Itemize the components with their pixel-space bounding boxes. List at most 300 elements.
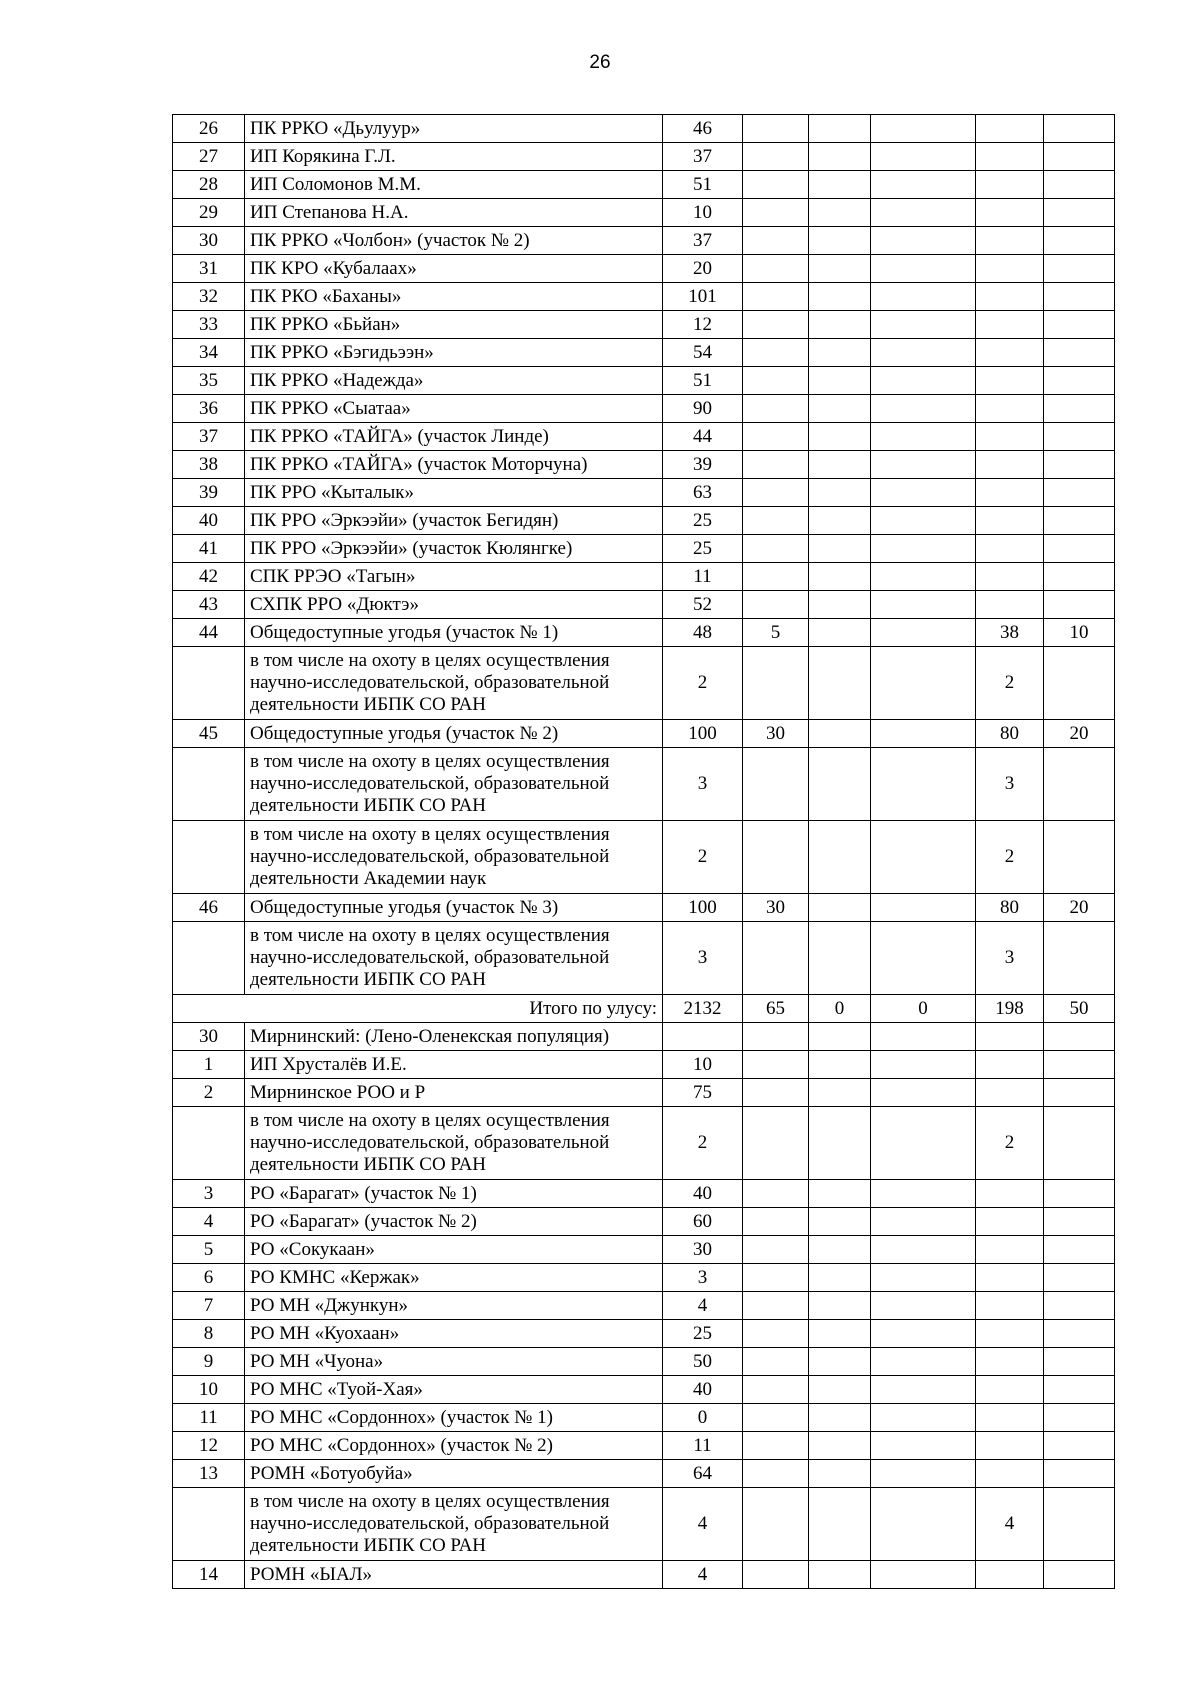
value-cell: [976, 171, 1044, 199]
value-cell: [871, 647, 976, 720]
value-cell: [976, 255, 1044, 283]
value-cell: 4: [976, 1488, 1044, 1561]
row-number: 38: [173, 451, 245, 479]
value-cell: [1044, 1488, 1115, 1561]
value-cell: [809, 1432, 871, 1460]
value-cell: [871, 535, 976, 563]
row-name: РО МН «Джункун»: [245, 1292, 663, 1320]
value-cell: [743, 171, 809, 199]
value-cell: [809, 395, 871, 423]
row-name: РО «Сокукаан»: [245, 1236, 663, 1264]
value-cell: [871, 1107, 976, 1180]
value-cell: [871, 507, 976, 535]
value-cell: 39: [663, 451, 743, 479]
row-number: 26: [173, 115, 245, 143]
row-name: в том числе на охоту в целях осуществления научно-исследовательской, образовательной деятельности ИБПК СО РАН: [245, 748, 663, 821]
value-cell: [743, 1320, 809, 1348]
row-number: 28: [173, 171, 245, 199]
value-cell: [1044, 479, 1115, 507]
value-cell: [809, 922, 871, 995]
row-number: 29: [173, 199, 245, 227]
value-cell: 2: [976, 647, 1044, 720]
value-cell: [809, 1348, 871, 1376]
table-row: [173, 1376, 1115, 1404]
value-cell: [743, 1236, 809, 1264]
value-cell: [871, 1432, 976, 1460]
row-name: ПК РРО «Эркээйи» (участок Бегидян): [245, 507, 663, 535]
value-cell: [1044, 395, 1115, 423]
value-cell: 46: [663, 115, 743, 143]
value-cell: [1044, 1208, 1115, 1236]
value-cell: 40: [663, 1376, 743, 1404]
value-cell: [871, 339, 976, 367]
value-cell: 25: [663, 507, 743, 535]
row-name: ИП Корякина Г.Л.: [245, 143, 663, 171]
row-number: 14: [173, 1561, 245, 1589]
value-cell: 10: [663, 1051, 743, 1079]
table-row: [173, 1292, 1115, 1320]
value-cell: [871, 227, 976, 255]
value-cell: [976, 423, 1044, 451]
value-cell: [743, 311, 809, 339]
row-name: ПК РРКО «Чолбон» (участок № 2): [245, 227, 663, 255]
value-cell: [743, 1460, 809, 1488]
value-cell: 198: [976, 995, 1044, 1023]
value-cell: [809, 1180, 871, 1208]
value-cell: [871, 1208, 976, 1236]
value-cell: [871, 894, 976, 922]
value-cell: 30: [663, 1236, 743, 1264]
value-cell: [1044, 821, 1115, 894]
value-cell: [1044, 1320, 1115, 1348]
value-cell: [871, 1561, 976, 1589]
value-cell: [809, 591, 871, 619]
value-cell: 100: [663, 894, 743, 922]
value-cell: 75: [663, 1079, 743, 1107]
value-cell: 37: [663, 227, 743, 255]
table-row: [173, 423, 1115, 451]
row-name: ПК РРКО «Дьулуур»: [245, 115, 663, 143]
value-cell: [976, 1023, 1044, 1051]
value-cell: [871, 1292, 976, 1320]
value-cell: [976, 1264, 1044, 1292]
value-cell: [871, 563, 976, 591]
value-cell: [1044, 1561, 1115, 1589]
value-cell: 3: [976, 748, 1044, 821]
value-cell: [809, 423, 871, 451]
value-cell: [871, 1023, 976, 1051]
value-cell: [1044, 1051, 1115, 1079]
row-number: 30: [173, 227, 245, 255]
value-cell: [871, 311, 976, 339]
value-cell: 5: [743, 619, 809, 647]
value-cell: [743, 1180, 809, 1208]
row-name: в том числе на охоту в целях осуществления научно-исследовательской, образовательной деятельности ИБПК СО РАН: [245, 922, 663, 995]
row-number: 44: [173, 619, 245, 647]
value-cell: [809, 1051, 871, 1079]
value-cell: [1044, 227, 1115, 255]
table-row: [173, 1079, 1115, 1107]
total-label: Итого по улусу:: [173, 995, 663, 1023]
value-cell: [871, 171, 976, 199]
value-cell: [1044, 1348, 1115, 1376]
value-cell: 50: [1044, 995, 1115, 1023]
table-row: [173, 115, 1115, 143]
value-cell: [976, 1376, 1044, 1404]
table-row: [173, 227, 1115, 255]
value-cell: [743, 339, 809, 367]
value-cell: [1044, 255, 1115, 283]
row-number: 4: [173, 1208, 245, 1236]
value-cell: [871, 821, 976, 894]
row-number: 2: [173, 1079, 245, 1107]
value-cell: [809, 821, 871, 894]
value-cell: 0: [871, 995, 976, 1023]
value-cell: [809, 255, 871, 283]
total-row: [173, 995, 1115, 1023]
value-cell: [809, 1488, 871, 1561]
row-name: ПК РРКО «ТАЙГА» (участок Линде): [245, 423, 663, 451]
value-cell: [743, 1376, 809, 1404]
sub-row: [173, 748, 1115, 821]
value-cell: [976, 1208, 1044, 1236]
value-cell: [743, 227, 809, 255]
value-cell: [809, 1236, 871, 1264]
value-cell: [976, 1079, 1044, 1107]
value-cell: [1044, 199, 1115, 227]
value-cell: 2: [976, 1107, 1044, 1180]
value-cell: [1044, 367, 1115, 395]
row-number: 12: [173, 1432, 245, 1460]
value-cell: [976, 1561, 1044, 1589]
value-cell: [809, 1023, 871, 1051]
value-cell: [1044, 171, 1115, 199]
value-cell: [871, 199, 976, 227]
value-cell: 52: [663, 591, 743, 619]
value-cell: [1044, 339, 1115, 367]
value-cell: [871, 283, 976, 311]
value-cell: [743, 451, 809, 479]
value-cell: 20: [1044, 720, 1115, 748]
value-cell: [809, 143, 871, 171]
value-cell: [743, 479, 809, 507]
row-number: [173, 748, 245, 821]
table-row: [173, 451, 1115, 479]
value-cell: 0: [809, 995, 871, 1023]
row-name: РО «Барагат» (участок № 2): [245, 1208, 663, 1236]
value-cell: [743, 1079, 809, 1107]
value-cell: [809, 199, 871, 227]
value-cell: [743, 647, 809, 720]
table-row: [173, 1264, 1115, 1292]
table-row: [173, 507, 1115, 535]
value-cell: [809, 1292, 871, 1320]
row-number: 6: [173, 1264, 245, 1292]
value-cell: [809, 283, 871, 311]
value-cell: [809, 171, 871, 199]
quota-table: [172, 114, 1115, 1589]
value-cell: [1044, 922, 1115, 995]
value-cell: [976, 1320, 1044, 1348]
sub-row: [173, 922, 1115, 995]
table-row: [173, 1432, 1115, 1460]
value-cell: [743, 563, 809, 591]
value-cell: [871, 1236, 976, 1264]
row-name: РО КМНС «Кержак»: [245, 1264, 663, 1292]
value-cell: [871, 591, 976, 619]
value-cell: [809, 339, 871, 367]
value-cell: [1044, 1292, 1115, 1320]
row-number: [173, 647, 245, 720]
table-row: [173, 171, 1115, 199]
row-name: Общедоступные угодья (участок № 3): [245, 894, 663, 922]
value-cell: 38: [976, 619, 1044, 647]
row-number: 10: [173, 1376, 245, 1404]
row-name: РО МНС «Сордоннох» (участок № 1): [245, 1404, 663, 1432]
value-cell: [743, 255, 809, 283]
row-name: ПК РРО «Эркээйи» (участок Кюлянгке): [245, 535, 663, 563]
row-name: в том числе на охоту в целях осуществления научно-исследовательской, образовательной деятельности ИБПК СО РАН: [245, 647, 663, 720]
value-cell: 2: [976, 821, 1044, 894]
value-cell: [663, 1023, 743, 1051]
sub-row: [173, 1488, 1115, 1561]
value-cell: [976, 1348, 1044, 1376]
row-name: СПК РРЭО «Тагын»: [245, 563, 663, 591]
value-cell: [871, 115, 976, 143]
value-cell: [871, 1051, 976, 1079]
value-cell: [871, 1180, 976, 1208]
value-cell: 3: [663, 1264, 743, 1292]
value-cell: 20: [1044, 894, 1115, 922]
value-cell: [809, 1561, 871, 1589]
value-cell: [809, 1320, 871, 1348]
value-cell: [1044, 115, 1115, 143]
value-cell: [1044, 283, 1115, 311]
row-name: РОМН «Ботуобуйа»: [245, 1460, 663, 1488]
value-cell: [976, 535, 1044, 563]
value-cell: [871, 1460, 976, 1488]
row-name: Общедоступные угодья (участок № 2): [245, 720, 663, 748]
row-number: [173, 1107, 245, 1180]
row-name: ПК РКО «Баханы»: [245, 283, 663, 311]
value-cell: [1044, 535, 1115, 563]
value-cell: [809, 535, 871, 563]
value-cell: [976, 227, 1044, 255]
value-cell: [743, 748, 809, 821]
row-number: [173, 1488, 245, 1561]
value-cell: [743, 367, 809, 395]
value-cell: [871, 1079, 976, 1107]
value-cell: [976, 1051, 1044, 1079]
value-cell: [871, 423, 976, 451]
row-name: ПК КРО «Кубалаах»: [245, 255, 663, 283]
value-cell: [1044, 143, 1115, 171]
row-number: 3: [173, 1180, 245, 1208]
value-cell: [1044, 1180, 1115, 1208]
row-name: ИП Соломонов М.М.: [245, 171, 663, 199]
value-cell: 25: [663, 535, 743, 563]
table-row: [173, 535, 1115, 563]
value-cell: 2132: [663, 995, 743, 1023]
value-cell: [1044, 1404, 1115, 1432]
value-cell: [809, 1079, 871, 1107]
value-cell: [743, 423, 809, 451]
value-cell: [809, 563, 871, 591]
value-cell: [976, 451, 1044, 479]
value-cell: [976, 283, 1044, 311]
value-cell: 51: [663, 171, 743, 199]
value-cell: 65: [743, 995, 809, 1023]
value-cell: [871, 479, 976, 507]
value-cell: [743, 1208, 809, 1236]
value-cell: [809, 507, 871, 535]
value-cell: [976, 1432, 1044, 1460]
row-number: 31: [173, 255, 245, 283]
table-row: [173, 479, 1115, 507]
row-name: в том числе на охоту в целях осуществления научно-исследовательской, образовательной деятельности Академии наук: [245, 821, 663, 894]
value-cell: [976, 1180, 1044, 1208]
row-number: 37: [173, 423, 245, 451]
row-name: РО МНС «Сордоннох» (участок № 2): [245, 1432, 663, 1460]
row-name: ИП Степанова Н.А.: [245, 199, 663, 227]
value-cell: [743, 1051, 809, 1079]
value-cell: [871, 1488, 976, 1561]
value-cell: 4: [663, 1488, 743, 1561]
table-row: [173, 1320, 1115, 1348]
section-title: Мирнинский: (Лено-Оленекская популяция): [245, 1023, 663, 1051]
value-cell: [743, 821, 809, 894]
value-cell: [809, 619, 871, 647]
table-row: [173, 1561, 1115, 1589]
value-cell: [743, 143, 809, 171]
value-cell: [1044, 451, 1115, 479]
value-cell: 80: [976, 720, 1044, 748]
value-cell: [976, 199, 1044, 227]
row-name: ИП Хрусталёв И.Е.: [245, 1051, 663, 1079]
value-cell: [976, 143, 1044, 171]
value-cell: [809, 720, 871, 748]
table-row: [173, 1404, 1115, 1432]
value-cell: [1044, 647, 1115, 720]
value-cell: [871, 367, 976, 395]
value-cell: [1044, 563, 1115, 591]
value-cell: 37: [663, 143, 743, 171]
value-cell: 63: [663, 479, 743, 507]
row-number: 46: [173, 894, 245, 922]
value-cell: 101: [663, 283, 743, 311]
row-number: 27: [173, 143, 245, 171]
value-cell: [871, 451, 976, 479]
table-row: [173, 367, 1115, 395]
row-number: 8: [173, 1320, 245, 1348]
value-cell: [1044, 1376, 1115, 1404]
table-row: [173, 1180, 1115, 1208]
value-cell: 0: [663, 1404, 743, 1432]
row-name: ПК РРКО «Бэгидьээн»: [245, 339, 663, 367]
table-row: [173, 199, 1115, 227]
value-cell: 2: [663, 1107, 743, 1180]
row-number: 13: [173, 1460, 245, 1488]
row-name: в том числе на охоту в целях осуществления научно-исследовательской, образовательной деятельности ИБПК СО РАН: [245, 1488, 663, 1561]
value-cell: [809, 367, 871, 395]
value-cell: [1044, 507, 1115, 535]
value-cell: [1044, 423, 1115, 451]
value-cell: [976, 1404, 1044, 1432]
value-cell: 30: [743, 894, 809, 922]
value-cell: [809, 1264, 871, 1292]
value-cell: [809, 1460, 871, 1488]
value-cell: [743, 1432, 809, 1460]
table-row: [173, 619, 1115, 647]
row-number: 43: [173, 591, 245, 619]
value-cell: [809, 748, 871, 821]
table-row: [173, 143, 1115, 171]
value-cell: [809, 479, 871, 507]
value-cell: [743, 922, 809, 995]
value-cell: [976, 367, 1044, 395]
table-row: [173, 720, 1115, 748]
table-row: [173, 894, 1115, 922]
value-cell: [1044, 748, 1115, 821]
row-number: 32: [173, 283, 245, 311]
row-number: [173, 922, 245, 995]
value-cell: 64: [663, 1460, 743, 1488]
value-cell: [976, 395, 1044, 423]
sub-row: [173, 821, 1115, 894]
value-cell: [976, 507, 1044, 535]
row-name: ПК РРКО «Бьйан»: [245, 311, 663, 339]
value-cell: [871, 1404, 976, 1432]
row-name: РО МН «Куохаан»: [245, 1320, 663, 1348]
sub-row: [173, 1107, 1115, 1180]
value-cell: [809, 311, 871, 339]
row-name: в том числе на охоту в целях осуществления научно-исследовательской, образовательной деятельности ИБПК СО РАН: [245, 1107, 663, 1180]
value-cell: [1044, 591, 1115, 619]
row-number: 11: [173, 1404, 245, 1432]
value-cell: 20: [663, 255, 743, 283]
value-cell: [976, 339, 1044, 367]
value-cell: [1044, 1264, 1115, 1292]
row-name: РО «Барагат» (участок № 1): [245, 1180, 663, 1208]
value-cell: [743, 1264, 809, 1292]
value-cell: [743, 395, 809, 423]
value-cell: [809, 1404, 871, 1432]
table-row: [173, 283, 1115, 311]
value-cell: 3: [976, 922, 1044, 995]
value-cell: 48: [663, 619, 743, 647]
value-cell: 2: [663, 821, 743, 894]
value-cell: [743, 1404, 809, 1432]
value-cell: [1044, 1460, 1115, 1488]
row-name: Мирнинское РОО и Р: [245, 1079, 663, 1107]
value-cell: [1044, 1432, 1115, 1460]
value-cell: 50: [663, 1348, 743, 1376]
value-cell: [743, 591, 809, 619]
value-cell: [871, 922, 976, 995]
value-cell: [743, 283, 809, 311]
value-cell: 4: [663, 1561, 743, 1589]
value-cell: 100: [663, 720, 743, 748]
value-cell: [743, 1561, 809, 1589]
row-name: РО МН «Чуона»: [245, 1348, 663, 1376]
row-name: ПК РРО «Кыталык»: [245, 479, 663, 507]
value-cell: [743, 1348, 809, 1376]
value-cell: [743, 199, 809, 227]
row-number: 1: [173, 1051, 245, 1079]
value-cell: [743, 1023, 809, 1051]
table-row: [173, 1051, 1115, 1079]
row-name: Общедоступные угодья (участок № 1): [245, 619, 663, 647]
